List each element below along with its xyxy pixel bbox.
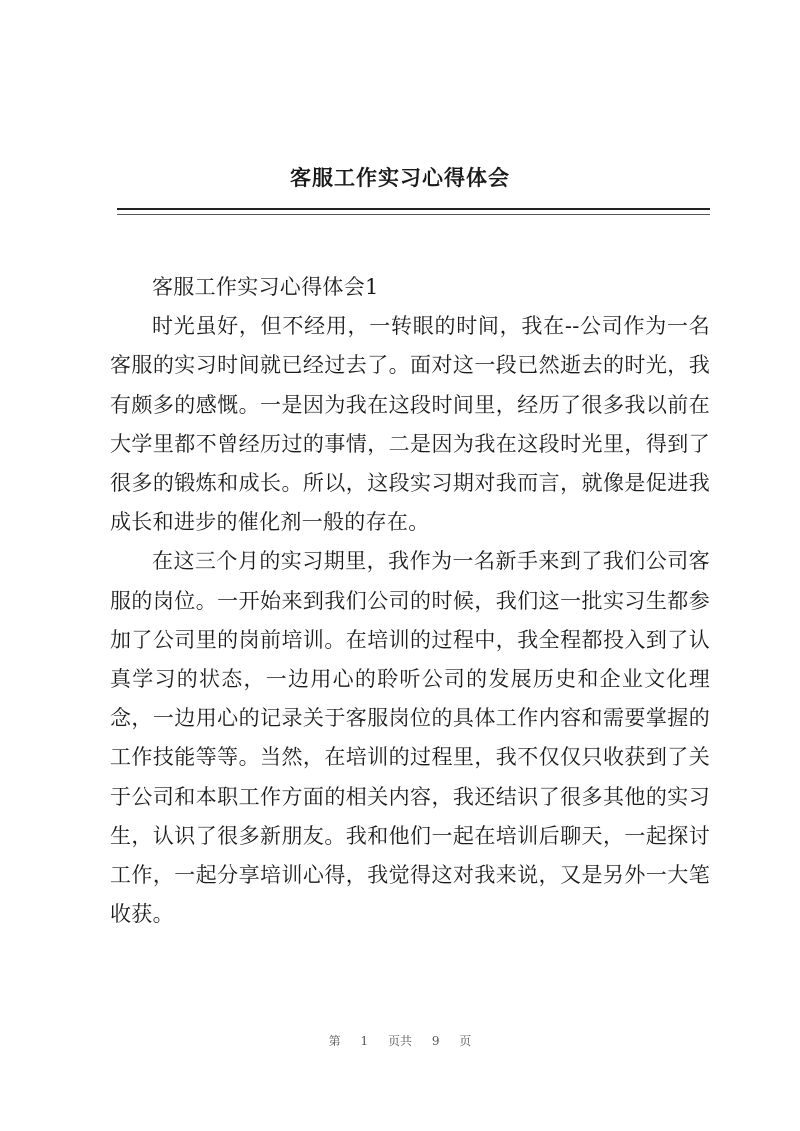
document-body xyxy=(110,268,710,934)
footer-middle: 页共 xyxy=(387,1034,412,1048)
document-title: 客服工作实习心得体会 xyxy=(290,165,510,190)
body-paragraph: 在这三个月的实习期里，我作为一名新手来到了我们公司客服的岗位。一开始来到我们公司的时候，我们这一批实习生都参加了公司里的岗前培训。在培训的过程中，我全程都投入到了认真学习的状态，一边用心的聆听公司的发展历史和企业文化理念，一边用心的记录关于客服岗位的具体工作内容和需要掌握的工作技能等等。当然，在培训的过程里，我不仅仅只收获到了关于公司和本职工作方面的相关内容，我还结识了很多其他的实习生，认识了很多新朋友。我和他们一起在培训后聊天，一起探讨工作，一起分享培训心得，我觉得这对我来说，又是另外一大笔收获。 xyxy=(110,549,710,927)
footer-prefix: 第 xyxy=(328,1034,341,1048)
page-footer xyxy=(0,1033,800,1049)
section-heading: 客服工作实习心得体会1 xyxy=(152,275,379,299)
body-paragraph: 时光虽好，但不经用，一转眼的时间，我在--公司作为一名客服的实习时间就已经过去了。面对这一段已然逝去的时光，我有颇多的感慨。一是因为我在这段时间里，经历了很多我以前在大学里都不曾经历过的事情，二是因为我在这段时光里，得到了很多的锻炼和成长。所以，这段实习期对我而言，就像是促进我成长和进步的催化剂一般的存在。 xyxy=(110,314,710,535)
footer-current-page: 1 xyxy=(360,1034,369,1048)
title-divider-thin xyxy=(117,214,710,215)
title-divider xyxy=(117,208,710,210)
footer-total-pages: 9 xyxy=(431,1034,440,1048)
footer-suffix: 页 xyxy=(459,1034,472,1048)
